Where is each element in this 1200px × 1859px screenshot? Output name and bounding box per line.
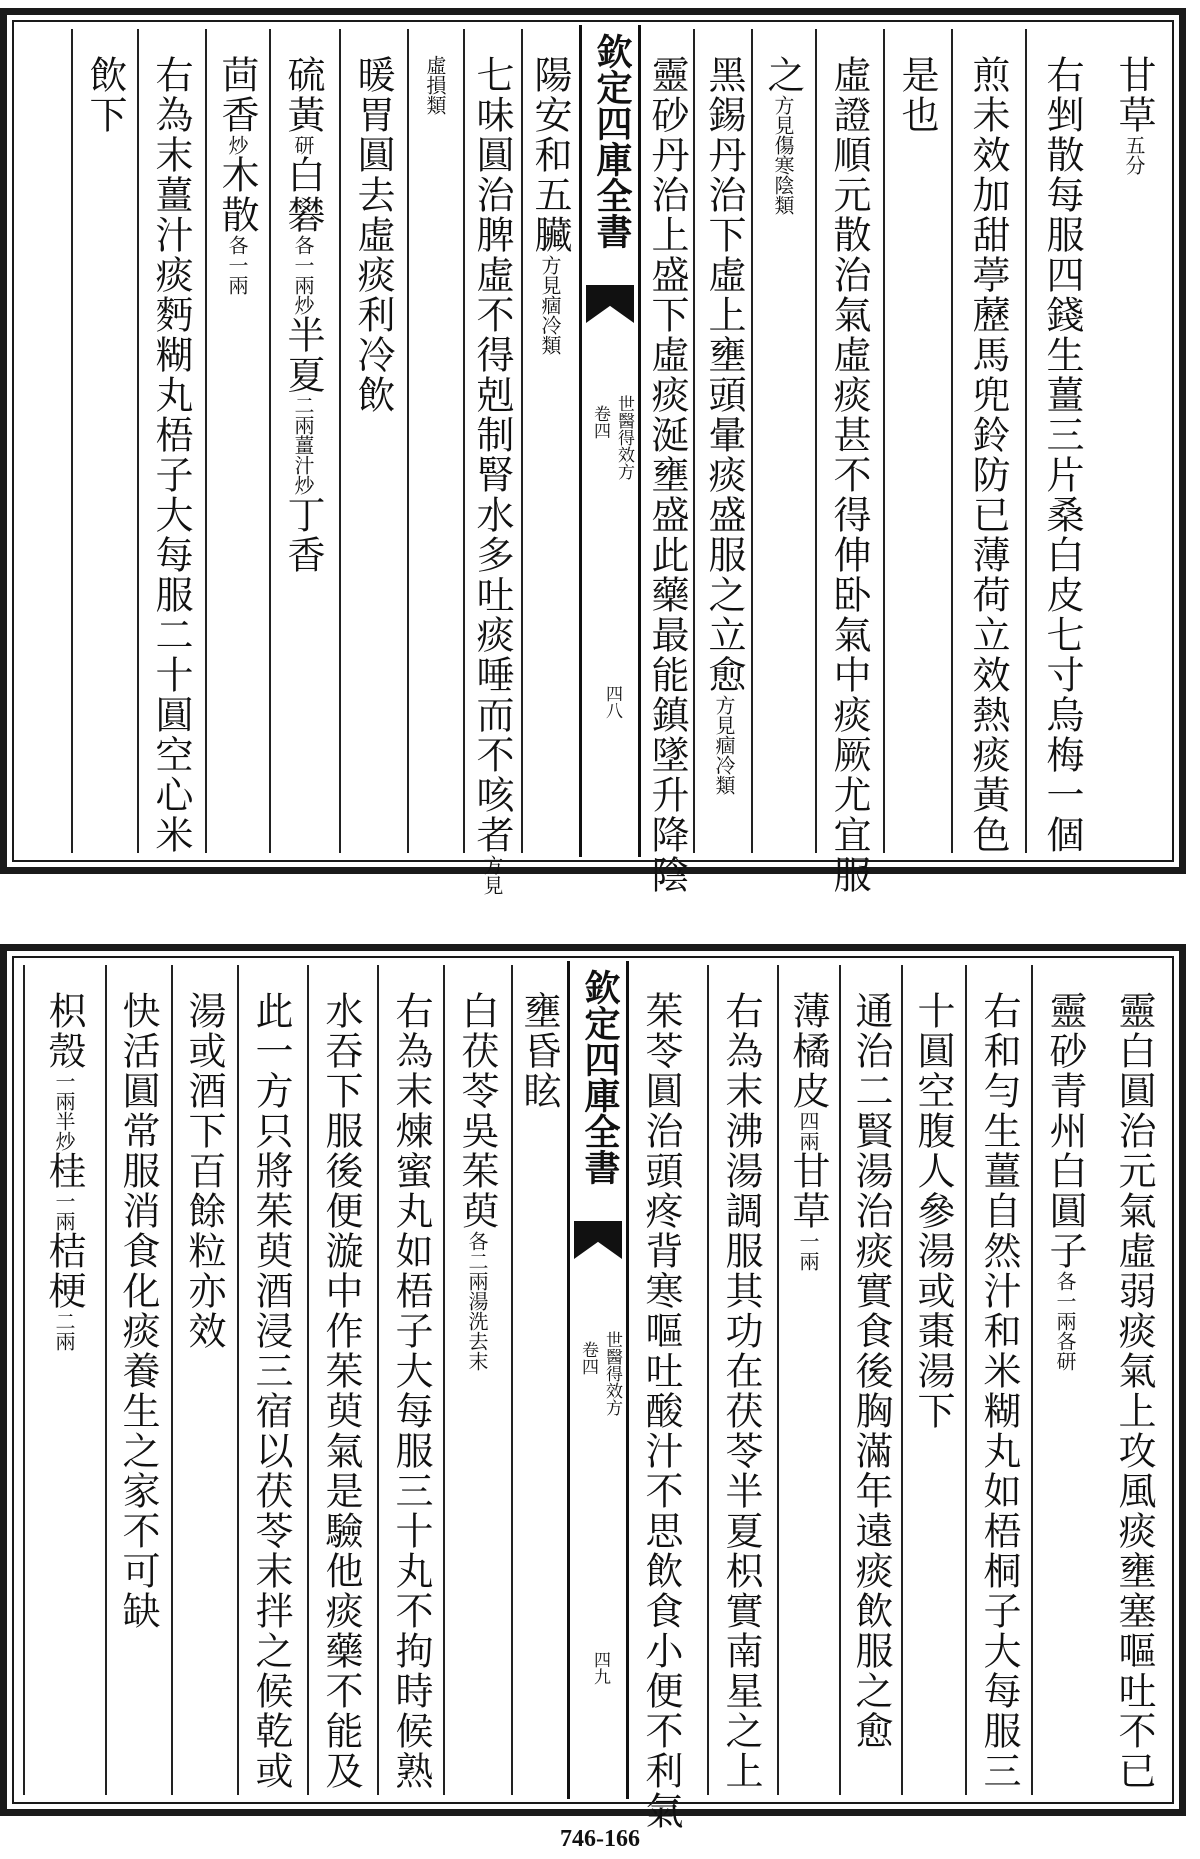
annotation-note: 一兩 [52,1191,76,1231]
main-text: 白茯苓 [455,991,499,1111]
annotation-note: 一兩半炒 [52,1071,76,1151]
text-column [637,29,695,895]
main-text: 薄橘皮 [786,991,830,1111]
main-text: 枳殼 [42,991,86,1071]
page-bottom [0,944,1200,1831]
text-column [463,29,519,895]
column-text [849,965,893,1795]
column-text [895,29,939,853]
text-column [1099,965,1169,1795]
fishtail-mark [586,285,634,323]
spine-page-number: 四九 [590,1651,610,1685]
text-column [307,965,373,1795]
main-text: 壅昏眩 [517,991,561,1111]
main-text: 右為末煉蜜丸如梧子大每服三十丸不拘時候熟 [389,991,433,1791]
column-text [281,29,325,853]
main-text: 甘草 [786,1151,830,1231]
main-text: 水吞下服後便漩中作茱萸氣是驗他痰藥不能及 [319,991,363,1791]
column-text [83,29,127,853]
column-text [149,29,193,855]
column-text [455,965,499,1795]
text-column [965,965,1031,1795]
text-column [377,965,443,1795]
main-text: 右為末沸湯調服其功在茯苓半夏枳實南星之上 [719,991,763,1791]
text-column [1025,29,1097,853]
main-text: 吳茱萸 [455,1111,499,1231]
annotation-note: 炒 [225,135,249,155]
text-column [693,29,753,853]
text-column [627,965,693,1831]
text-column [1031,965,1097,1795]
column-text [966,29,1010,855]
column-text [182,965,226,1795]
page-top [0,8,1200,895]
spine-book: 世醫得效方 [602,1331,622,1416]
column-text [786,965,830,1795]
main-text: 右剉散每服四錢生薑三片桑白皮七寸烏梅一個 [1040,55,1084,855]
text-column [883,29,949,853]
page-bottom-spine [567,961,629,1799]
main-text: 是也 [895,55,939,135]
text-column [815,29,881,895]
main-text: 煎未效加甜葶藶馬兜鈴防已薄荷立效熱痰黃色 [966,55,1010,855]
text-column [339,29,405,853]
column-text [1043,965,1087,1795]
main-text: 黑錫丹治下虛上壅頭暈痰盛服之立愈 [702,55,746,695]
text-column [521,29,577,853]
text-column [1099,29,1169,853]
column-text [517,965,561,1795]
column-text [645,29,689,895]
main-text: 虛證順元散治氣虛痰甚不得伸卧氣中痰厥尤宜服 [827,55,871,895]
annotation-note: 一兩 [796,1231,820,1271]
spine-volume: 卷四 [590,405,610,439]
text-column [23,965,103,1795]
main-text: 快活圓常服消食化痰養生之家不可缺 [116,991,160,1631]
column-text [528,29,572,853]
annotation-note: 各一兩炒 [291,235,315,315]
text-column [511,965,565,1795]
annotation-note: 二兩薑汁炒 [291,395,315,495]
page-top-frame [0,8,1186,895]
spine-page-number: 四八 [602,685,622,719]
main-text: 桂 [42,1151,86,1191]
column-text [719,965,763,1795]
annotation-note: 研 [291,135,315,155]
main-text: 右為末薑汁痰麪糊丸梧子大每服二十圓空心米 [149,55,193,855]
column-text [639,965,683,1831]
main-text: 桔梗 [42,1231,86,1311]
text-column [137,29,203,853]
spine-volume: 卷四 [578,1341,598,1375]
column-text [249,965,293,1795]
text-column [839,965,901,1795]
annotation-note: 方見痼冷類 [538,255,562,355]
annotation-note: 各一兩各研 [1053,1271,1077,1371]
column-text [319,965,363,1795]
column-text [761,29,805,853]
column-text [351,29,395,853]
main-text: 半夏 [281,315,325,395]
text-column [751,29,813,853]
main-text: 右和勻生薑自然汁和米糊丸如梧桐子大每服三 [977,991,1021,1791]
main-text: 之 [761,55,805,95]
main-text: 硫黃 [281,55,325,135]
text-column [443,965,509,1795]
spine-title: 欽定四庫全書 [579,969,621,1185]
main-text: 陽安和五臟 [528,55,572,255]
main-text: 此一方只將茱萸酒浸三宿以茯苓末拌之候乾或 [249,991,293,1791]
main-text: 茱苓圓治頭疼背寒嘔吐酸汁不思飲食小便不利氣 [639,991,683,1831]
fishtail-mark [574,1221,622,1259]
column-text [42,965,86,1795]
main-text: 木散 [215,155,259,235]
main-text: 青州白圓子 [1043,1071,1087,1271]
main-text: 十圓空腹人參湯或棗湯下 [911,991,955,1431]
page-top-spine [579,25,641,857]
text-column [71,29,137,853]
annotation-note: 方見傷寒陰類 [771,95,795,215]
main-text: 暖胃圓去虛痰利冷飲 [351,55,395,415]
main-text: 靈白圓治元氣虛弱痰氣上攻風痰壅塞嘔吐不已 [1112,991,1156,1791]
annotation-note: 各二兩湯洗去末 [465,1231,489,1371]
text-column [105,965,169,1795]
column-text [911,965,955,1795]
column-text [389,965,433,1795]
text-column [707,965,773,1795]
column-text [215,29,259,853]
main-text: 靈砂 [1043,991,1087,1071]
main-text: 甘草 [1112,55,1156,135]
main-text: 飲下 [83,55,127,135]
text-column [171,965,235,1795]
main-text: 湯或酒下百餘粒亦效 [182,991,226,1351]
text-column [777,965,837,1795]
text-column [407,29,461,853]
text-column [951,29,1023,853]
footer-page-code: 746-166 [560,1826,640,1852]
column-text [1112,965,1156,1795]
main-text: 靈砂丹治上盛下虛痰涎壅盛此藥最能鎮墜升降陰 [645,55,689,895]
main-text: 茴香 [215,55,259,135]
text-column [205,29,267,853]
text-column [237,965,303,1795]
annotation-note: 五分 [1122,135,1146,175]
column-text [1040,29,1084,855]
spine-title: 欽定四庫全書 [591,33,633,249]
annotation-note: 方見 [480,855,504,895]
column-text [977,965,1021,1795]
column-text [116,965,160,1795]
main-text: 通治二賢湯治痰實食後胸滿年遠痰飲服之愈 [849,991,893,1751]
column-text [827,29,871,895]
column-text [702,29,746,853]
text-column [269,29,335,853]
annotation-note: 方見痼冷類 [712,695,736,795]
column-text [470,29,514,895]
annotation-note: 二兩 [52,1311,76,1351]
annotation-note: 各一兩 [225,235,249,295]
annotation-note: 虛損類 [423,55,447,115]
main-text: 丁香 [281,495,325,575]
column-text [416,29,454,853]
main-text: 七味圓治脾虛不得剋制腎水多吐痰唾而不咳者 [470,55,514,855]
page-bottom-frame [0,944,1186,1831]
text-column [901,965,963,1795]
annotation-note: 四兩 [796,1111,820,1151]
spine-book: 世醫得效方 [614,395,634,480]
main-text: 白礬 [281,155,325,235]
column-text [1112,29,1156,853]
